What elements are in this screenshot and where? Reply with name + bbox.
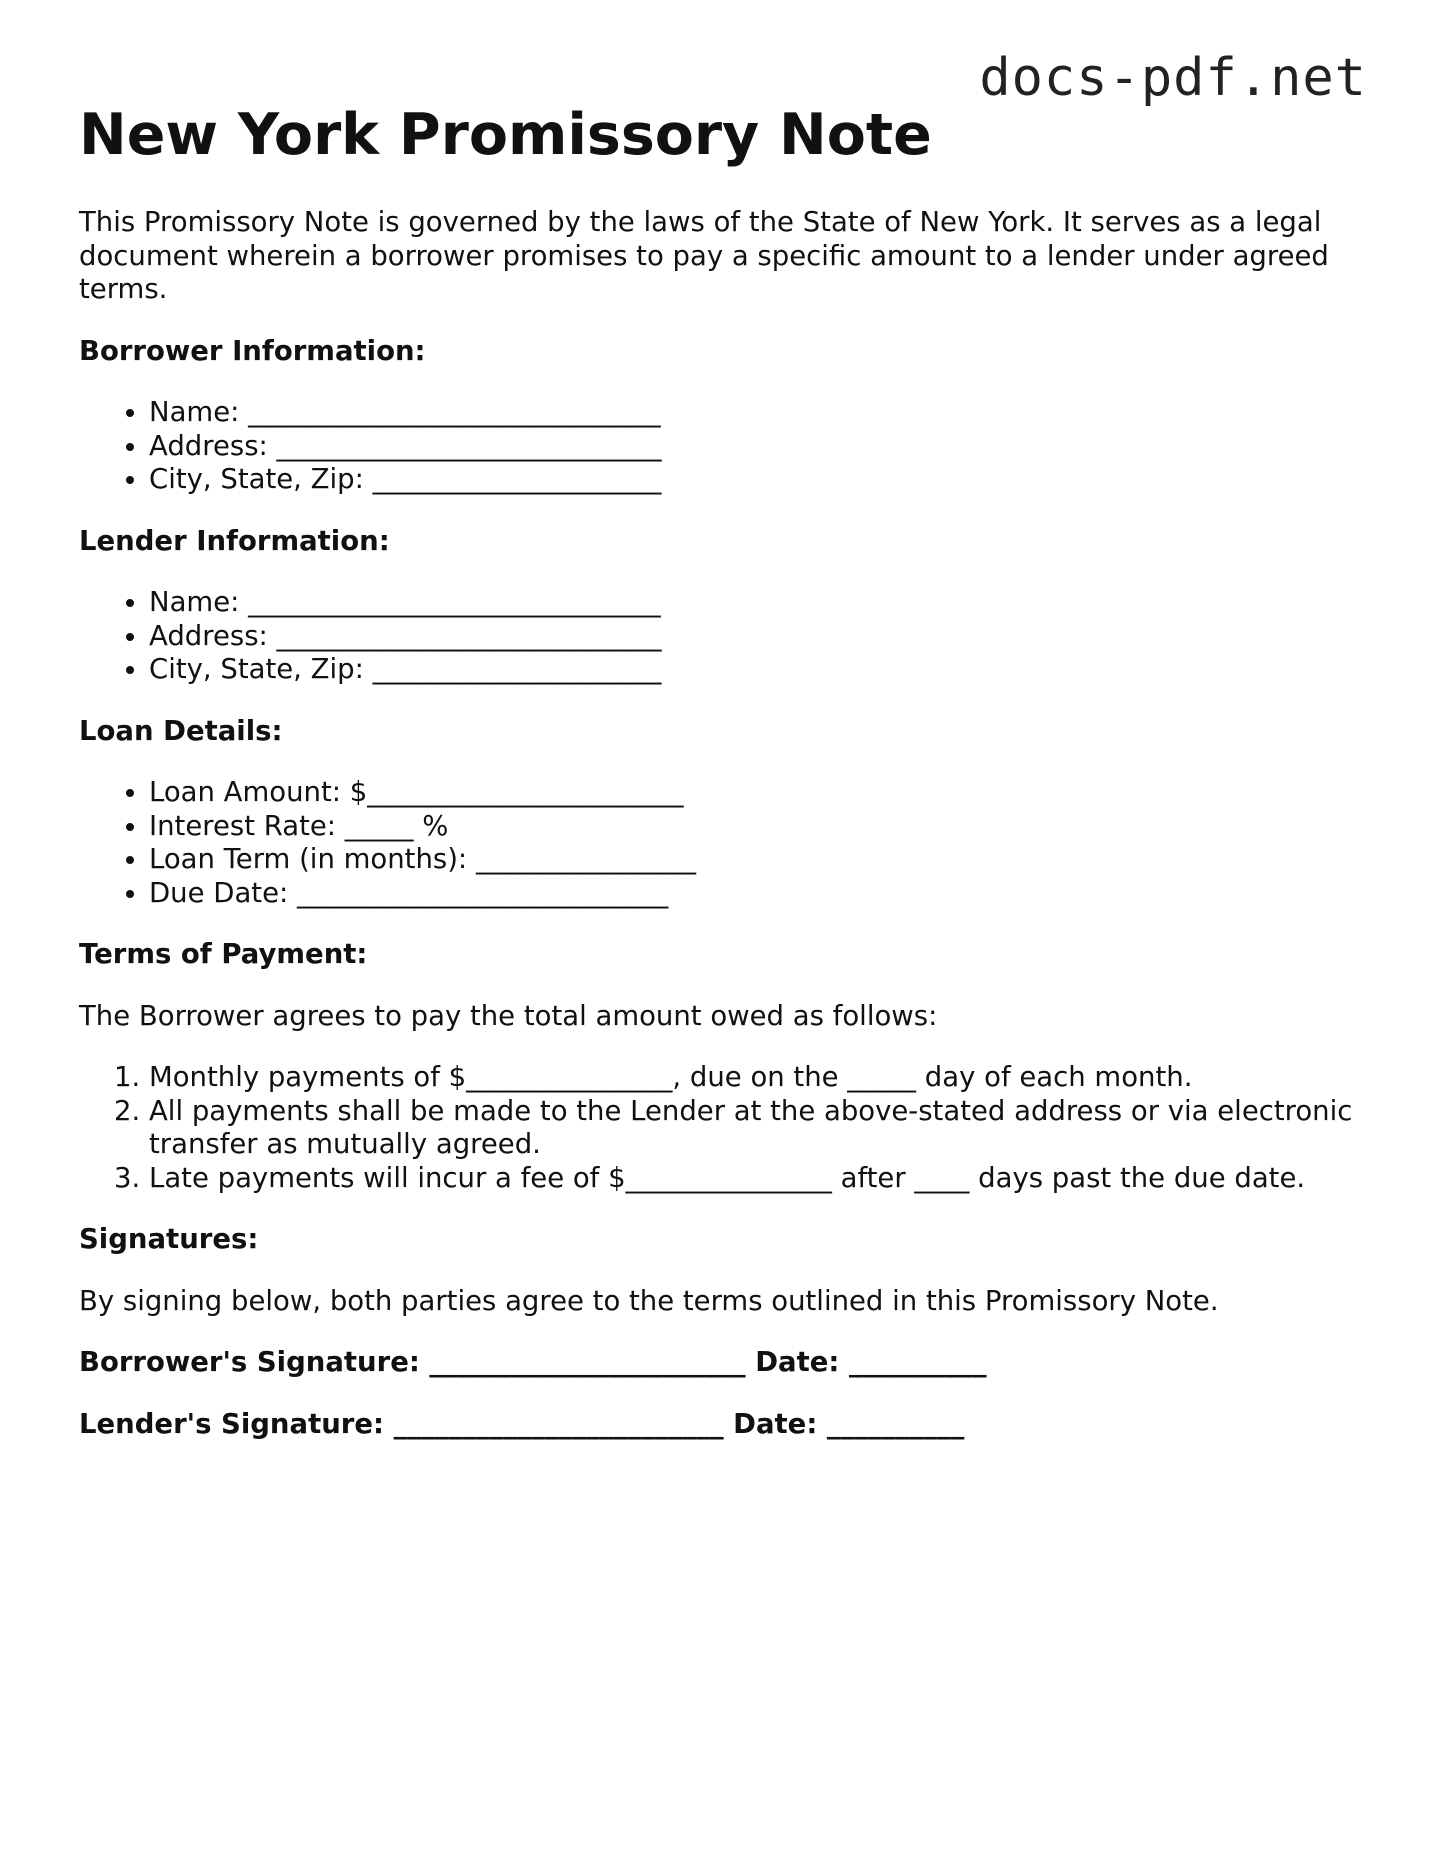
loan-term-field: • Loan Term (in months): ________________ <box>149 843 1369 877</box>
loan-amount-field: • Loan Amount: $_______________________ <box>149 776 1369 810</box>
borrower-heading: Borrower Information: <box>79 334 426 367</box>
borrower-signature-line: Borrower's Signature: _______________________ Date: __________ <box>79 1346 987 1378</box>
loan-list <box>79 776 1369 910</box>
interest-rate-field: • Interest Rate: _____ % <box>149 810 1369 844</box>
signatures-heading: Signatures: <box>79 1223 259 1255</box>
payment-term-late-fee: 3. Late payments will incur a fee of $_______________ after ____ days past the due date. <box>149 1162 1369 1196</box>
loan-heading: Loan Details: <box>79 714 283 747</box>
lender-city-field: • City, State, Zip: _____________________ <box>149 653 1369 687</box>
payment-list <box>79 1061 1369 1195</box>
watermark: docs-pdf.net <box>979 48 1367 108</box>
lender-address-field: • Address: ____________________________ <box>149 620 1369 654</box>
lender-heading: Lender Information: <box>79 524 390 557</box>
signatures-text: By signing below, both parties agree to the terms outlined in this Promissory Note. <box>79 1284 1219 1317</box>
page-title: New York Promissory Note <box>79 102 932 168</box>
lender-list <box>79 586 1369 687</box>
due-date-field: • Due Date: ___________________________ <box>149 877 1369 911</box>
lender-signature-line: Lender's Signature: ________________________ Date: __________ <box>79 1407 965 1440</box>
borrower-list <box>79 396 1369 497</box>
borrower-city-field: • City, State, Zip: _____________________ <box>149 463 1369 497</box>
intro-paragraph: This Promissory Note is governed by the laws of the State of New York. It serves as a legal document wherein a borrower promises to pay a specific amount to a lender under agreed terms. <box>79 206 1329 305</box>
borrower-address-field: • Address: ____________________________ <box>149 430 1369 464</box>
document-body <box>79 206 1369 1469</box>
payment-term-monthly: 1. Monthly payments of $_______________, due on the _____ day of each month. <box>149 1061 1369 1095</box>
payment-term-method: 2. All payments shall be made to the Lender at the above-stated address or via electronic transfer as mutually agreed. <box>149 1095 1369 1162</box>
borrower-name-field: • Name: ______________________________ <box>149 396 1369 430</box>
lender-name-field: • Name: ______________________________ <box>149 586 1369 620</box>
payment-text: The Borrower agrees to pay the total amount owed as follows: <box>79 999 938 1032</box>
payment-heading: Terms of Payment: <box>79 938 368 970</box>
